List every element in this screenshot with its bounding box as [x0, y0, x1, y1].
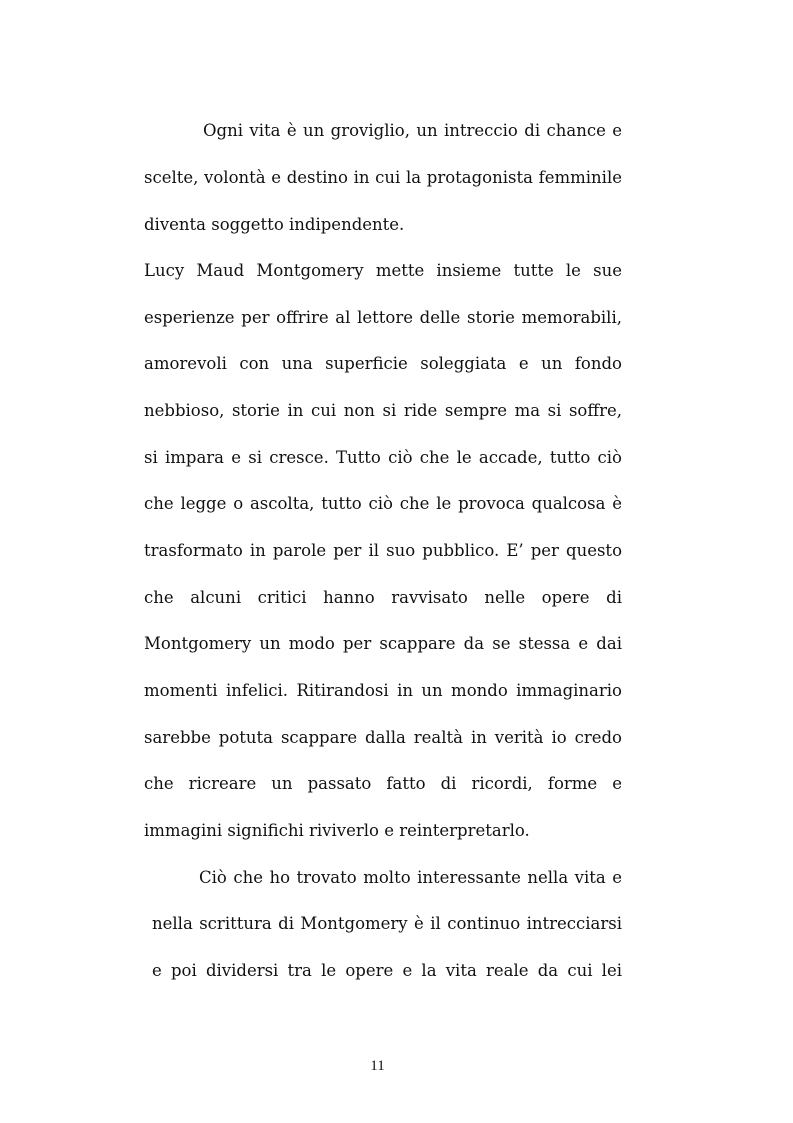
text-line: Lucy Maud Montgomery mette insieme tutte le sue	[144, 261, 622, 280]
text-line: diventa soggetto indipendente.	[144, 215, 405, 234]
text-line: Montgomery un modo per scappare da se stessa e dai	[144, 634, 622, 653]
text-line: sarebbe potuta scappare dalla realtà in verità io credo	[144, 728, 622, 747]
text-line: che alcuni critici hanno ravvisato nelle opere di	[144, 588, 622, 607]
text-line: scelte, volontà e destino in cui la protagonista femminile	[144, 168, 622, 187]
text-line: si impara e si cresce. Tutto ciò che le accade, tutto ciò	[144, 448, 622, 467]
text-line: trasformato in parole per il suo pubblico. E’ per questo	[144, 541, 622, 560]
text-line: esperienze per offrire al lettore delle storie memorabili,	[144, 308, 622, 327]
page-number: 11	[370, 1058, 385, 1074]
text-line: amorevoli con una superficie soleggiata e un fondo	[144, 354, 622, 373]
text-line: che legge o ascolta, tutto ciò che le provoca qualcosa è	[144, 494, 622, 513]
text-line: che ricreare un passato fatto di ricordi, forme e	[144, 774, 622, 793]
text-line: nella scrittura di Montgomery è il continuo intrecciarsi	[152, 914, 622, 933]
text-line: Ciò che ho trovato molto interessante nella vita e	[199, 868, 622, 887]
text-line: e poi dividersi tra le opere e la vita reale da cui lei	[152, 961, 622, 980]
text-line: momenti infelici. Ritirandosi in un mondo immaginario	[144, 681, 622, 700]
text-line: immagini significhi riviverlo e reinterpretarlo.	[144, 821, 530, 840]
text-line: Ogni vita è un groviglio, un intreccio di chance e	[203, 121, 622, 140]
text-line: nebbioso, storie in cui non si ride sempre ma si soffre,	[144, 401, 622, 420]
